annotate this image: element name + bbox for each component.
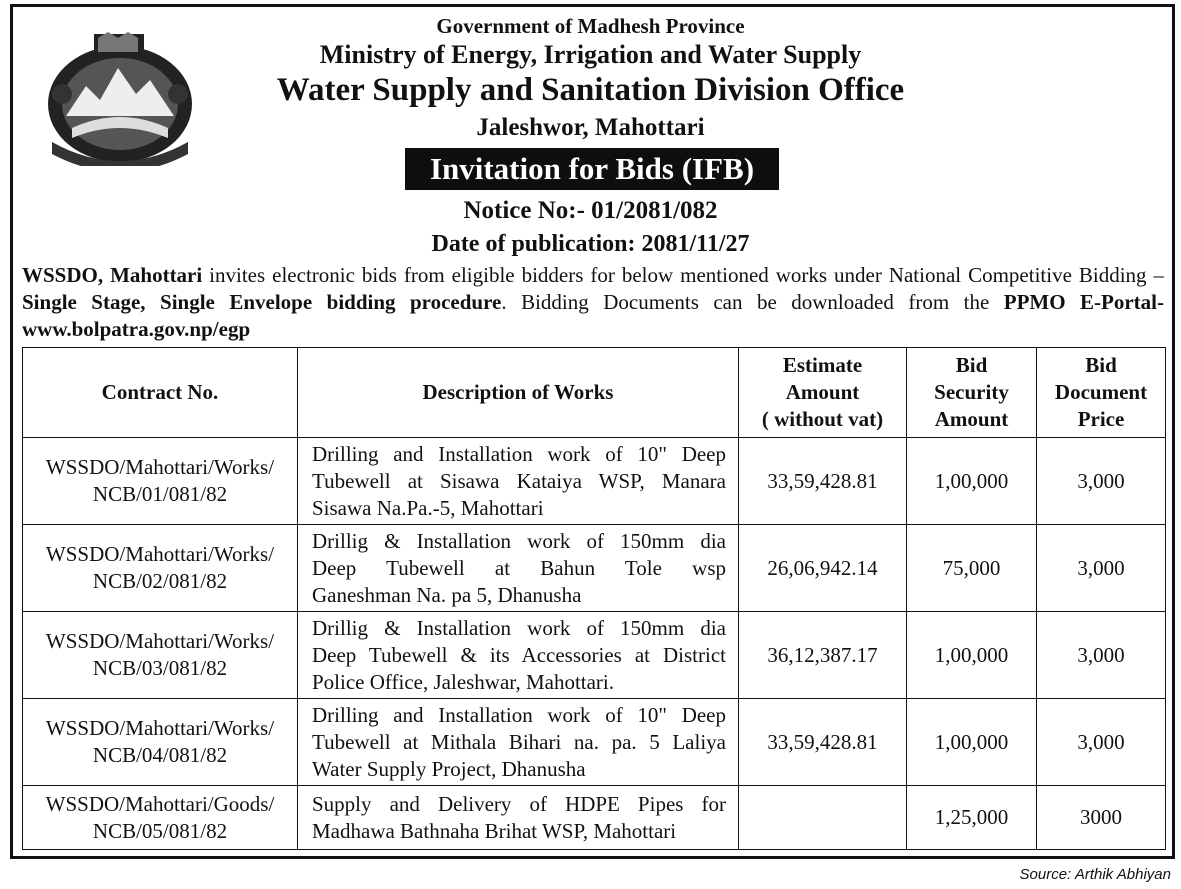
security-cell: 1,00,000 <box>907 438 1037 525</box>
description-cell: Drilling and Installation work of 10" Deep Tubewell at Mithala Bihari na. pa. 5 Laliya Water Supply Project, Dhanusha <box>298 699 739 786</box>
intro-procedure: Single Stage, Single Envelope bidding procedure <box>22 290 502 314</box>
bids-table <box>22 347 1166 850</box>
estimate-cell: 26,06,942.14 <box>739 525 907 612</box>
table-row <box>23 612 1166 699</box>
header-security: Bid Security Amount <box>907 348 1037 438</box>
table-row <box>23 438 1166 525</box>
description-cell: Drillig & Installation work of 150mm dia Deep Tubewell at Bahun Tole wsp Ganeshman Na. pa 5, Dhanusha <box>298 525 739 612</box>
publication-date: Date of publication: 2081/11/27 <box>431 231 750 257</box>
header-contract: Contract No. <box>23 348 298 438</box>
intro-text-2: . Bidding Documents can be downloaded from the <box>501 290 1004 314</box>
intro-paragraph <box>22 262 1164 343</box>
table-row <box>23 525 1166 612</box>
ifb-title-banner: Invitation for Bids (IFB) <box>405 148 779 190</box>
estimate-cell <box>739 786 907 850</box>
intro-text-1: invites electronic bids from eligible bidders for below mentioned works under National Competitive Bidding – <box>202 263 1164 287</box>
notice-number: Notice No:- 01/2081/082 <box>463 197 718 224</box>
price-cell: 3000 <box>1037 786 1166 850</box>
table-row <box>23 699 1166 786</box>
contract-cell: WSSDO/Mahottari/Goods/ NCB/05/081/82 <box>23 786 298 850</box>
header-description: Description of Works <box>298 348 739 438</box>
security-cell: 1,00,000 <box>907 699 1037 786</box>
government-heading: Government of Madhesh Province <box>436 14 745 38</box>
contract-cell: WSSDO/Mahottari/Works/ NCB/04/081/82 <box>23 699 298 786</box>
header-estimate: Estimate Amount ( without vat) <box>739 348 907 438</box>
table-header-row <box>23 348 1166 438</box>
contract-cell: WSSDO/Mahottari/Works/ NCB/03/081/82 <box>23 612 298 699</box>
description-cell: Drillig & Installation work of 150mm dia Deep Tubewell & its Accessories at District Police Office, Jaleshwar, Mahottari. <box>298 612 739 699</box>
contract-cell: WSSDO/Mahottari/Works/ NCB/01/081/82 <box>23 438 298 525</box>
intro-portal: PPMO E-Portal-www.bolpatra.gov.np/egp <box>22 290 1164 341</box>
price-cell: 3,000 <box>1037 612 1166 699</box>
security-cell: 1,25,000 <box>907 786 1037 850</box>
estimate-cell: 33,59,428.81 <box>739 699 907 786</box>
header-price: Bid Document Price <box>1037 348 1166 438</box>
price-cell: 3,000 <box>1037 438 1166 525</box>
security-cell: 1,00,000 <box>907 612 1037 699</box>
location-heading: Jaleshwor, Mahottari <box>476 114 705 141</box>
source-credit: Source: Arthik Abhiyan <box>1019 866 1171 883</box>
price-cell: 3,000 <box>1037 525 1166 612</box>
estimate-cell: 33,59,428.81 <box>739 438 907 525</box>
price-cell: 3,000 <box>1037 699 1166 786</box>
estimate-cell: 36,12,387.17 <box>739 612 907 699</box>
description-cell: Supply and Delivery of HDPE Pipes for Madhawa Bathnaha Brihat WSP, Mahottari <box>298 786 739 850</box>
security-cell: 75,000 <box>907 525 1037 612</box>
office-heading: Water Supply and Sanitation Division Office <box>276 72 905 108</box>
table-row <box>23 786 1166 850</box>
description-cell: Drilling and Installation work of 10" Deep Tubewell at Sisawa Kataiya WSP, Manara Sisawa Na.Pa.-5, Mahottari <box>298 438 739 525</box>
intro-org: WSSDO, Mahottari <box>22 263 203 287</box>
ministry-heading: Ministry of Energy, Irrigation and Water Supply <box>319 40 862 69</box>
contract-cell: WSSDO/Mahottari/Works/ NCB/02/081/82 <box>23 525 298 612</box>
